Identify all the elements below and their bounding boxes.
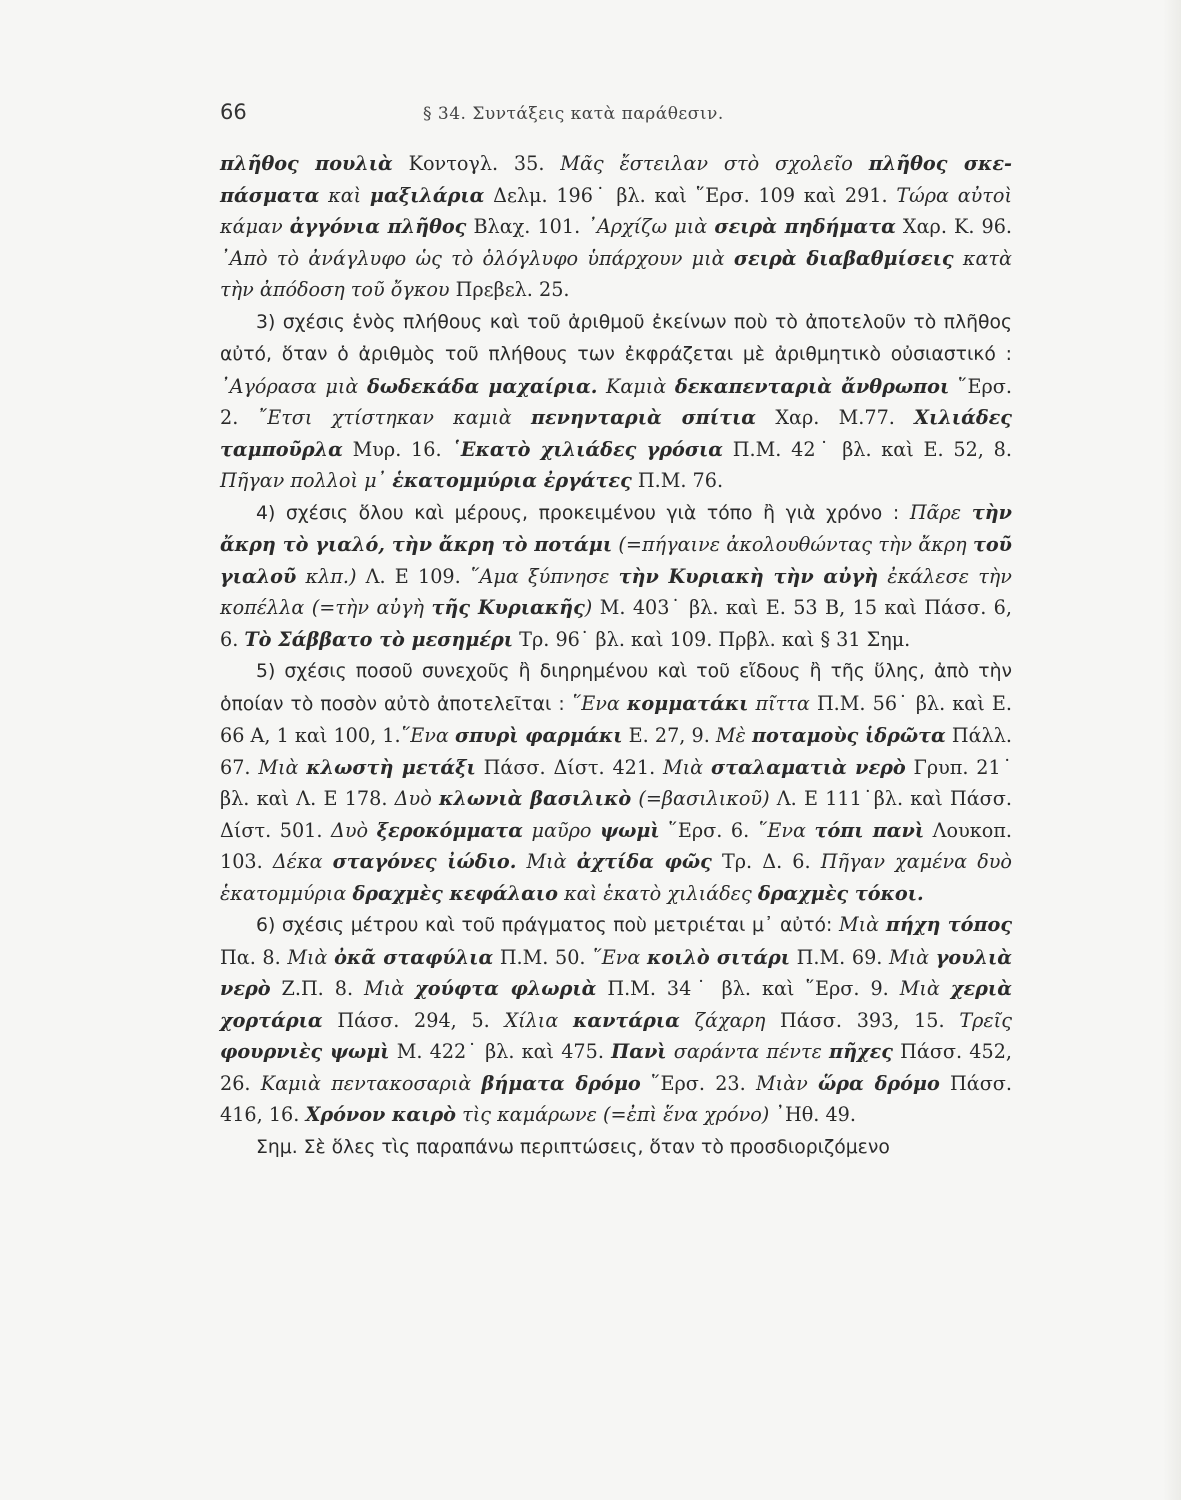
text-segment: (=πήγαινε ἀκολουθώντας τὴν ἄκρη [612,533,973,556]
text-segment: Μιὰ [516,850,577,873]
text-segment: Δέκα [272,850,333,873]
text-segment: Πάσσ. 452, 26. [220,1040,1013,1095]
text-segment: γουλιὰ νερὸ [220,945,1013,1000]
text-segment: πήχη τόπος [885,913,1013,936]
text-segment: Πάσσ. 416, 16. [220,1071,1012,1126]
text-segment: Λ. Ε 109. [356,564,470,588]
text-segment: μαῦρο [522,818,601,842]
text-segment: Πανὶ [611,1040,667,1063]
text-segment: σπυρὶ φαρμάκι [454,724,623,747]
page-header [220,100,1010,130]
note-paragraph [220,1131,1012,1164]
text-segment: Πᾶρε [909,500,972,524]
text-segment: 6) σχέσις μέτρου καὶ τοῦ πράγματος ποὺ μετριέται μ᾿ αὐτό: [256,915,839,936]
text-segment: Δυὸ [331,818,377,842]
text-segment: τῆς Κυριακῆς [431,596,585,619]
text-segment: ξεροκόμματα [376,818,523,842]
text-segment: Καμιὰ πεντακοσαριὰ [260,1071,482,1095]
text-segment: πλῆθος σκεπάσματα [220,152,1012,207]
text-segment: Κοντογλ. 35. [392,152,561,175]
text-segment: Μὲ [715,724,752,747]
text-segment: ἑκατομμύρια ἐργάτες [392,469,632,492]
text-segment: κλπ.) [296,564,357,588]
text-segment: Τώρα αὐτοὶ κάμαν [220,183,1012,238]
text-segment: Π.Μ. 76. [631,469,724,492]
text-segment: ῞Ενα [757,818,815,842]
paragraph-3 [220,306,1012,497]
text-segment: δραχμὲς τόκοι. [757,881,924,905]
text-segment: καὶ ἑκατὸ χιλιάδες [557,881,758,905]
paragraph-continuation [220,148,1012,306]
paragraph-6 [220,909,1012,1131]
text-segment: σταλαματιὰ νερὸ [710,755,906,779]
text-segment: Βλαχ. 101. [466,215,588,238]
text-segment: Λουκοπ. 103. [220,818,1013,873]
text-segment: πῆχες [829,1040,893,1063]
text-segment: κοιλὸ σιτάρι [647,945,791,969]
text-segment: Χιλιάδες ταμποῦρλα [220,406,1012,461]
text-segment: Πρεβελ. 25. [449,278,570,301]
text-segment: Τρ. 96˙ βλ. καὶ 109. Πρβλ. καὶ § 31 Σημ. [513,627,911,651]
text-segment: βήματα δρόμο [481,1071,641,1095]
text-segment: σταγόνες ἰώδιο. [332,850,517,873]
text-segment: ζάχαρη [679,1008,766,1032]
text-segment: 4) σχέσις ὅλου καὶ μέρους, προκειμένου γιὰ τόπο ἢ γιὰ χρόνο : [256,502,910,524]
text-segment: ῞Ενα [400,724,455,747]
text-segment: Δελμ. 196˙ βλ. καὶ ῞Ερσ. 109 καὶ 291. [484,183,897,207]
text-segment: μαξιλάρια [369,183,485,207]
text-segment: Π.Μ. 34˙ βλ. καὶ ῞Ερσ. 9. [596,977,900,1000]
text-segment: ῾Εκατὸ χιλιάδες γρόσια [451,437,724,461]
text-segment: Χίλια [504,1008,573,1032]
text-segment: δωδεκάδα μαχαίρια. [366,374,598,398]
text-segment: ᾿Ηθ. 49. [769,1103,856,1126]
text-segment: χεριὰ χορτάρια [220,977,1012,1032]
text-segment: τὴν Κυριακὴ τὴν αὐγὴ [618,564,879,588]
text-segment: Μ. 422˙ βλ. καὶ 475. [389,1040,612,1063]
text-segment: Μιὰ [364,977,416,1000]
text-segment: Χαρ. Μ.77. [756,406,915,429]
text-segment: Ζ.Π. 8. [270,977,365,1000]
text-segment: ἀχτίδα φῶς [576,850,712,873]
text-segment: ᾿Αρχίζω μιὰ [587,215,715,238]
text-segment: πῖττα [748,691,810,715]
note-text: Σὲ ὅλες τὶς παραπάνω περιπτώσεις, ὅταν τὸ προσδιοριζόμενο [297,1136,890,1158]
text-segment: ὥρα δρόμο [817,1071,940,1095]
text-segment: σαράντα πέντε [666,1040,830,1063]
text-segment: ψωμὶ [600,818,660,842]
text-segment: κατὰ τὴν ἀπόδοση τοῦ ὄγκου [220,246,1012,301]
text-segment: Π.Μ. 69. [790,945,889,969]
text-segment: ῞Αμα ξύπνησε [469,564,619,588]
text-segment: Μ. 403˙ βλ. καὶ Ε. 53 Β, 15 καὶ Πάσσ. 6, 6. [220,596,1012,651]
text-segment: Πάσσ. Δίστ. 421. [475,755,663,779]
text-segment: ῞Ενα [592,945,647,969]
text-segment: Μιὰ [899,977,951,1000]
text-segment: Χαρ. Κ. 96. [895,215,1013,238]
body-text [220,148,1012,1163]
text-segment: Μιὰ [258,755,307,779]
text-segment: Χρόνον καιρὸ [305,1103,456,1126]
text-segment: ῞Ενα [571,691,627,715]
text-segment: κλωστὴ μετάξι [306,755,476,779]
text-segment: Λ. Ε 111˙βλ. καὶ Πάσσ. Δίστ. 501. [220,787,1012,842]
text-segment: Τὸ Σάββατο τὸ μεσημέρι [244,627,514,651]
text-segment: κλωνιὰ βασιλικὸ [438,787,632,810]
text-segment: Μᾶς ἔστειλαν στὸ σχολεῖο [560,152,869,175]
text-segment: Πάσσ. 393, 15. [765,1008,960,1032]
text-segment: Π.Μ. 56˙ βλ. καὶ Ε. 66 Α, 1 καὶ 100, 1. [220,691,1013,747]
text-segment: σειρὰ διαβαθμίσεις [733,246,954,270]
text-segment: δεκαπενταριὰ ἄνθρωποι [674,374,950,398]
text-segment: Τρεῖς [959,1008,1012,1032]
text-segment: ᾿Αγόρασα μιὰ [220,374,367,398]
text-segment: Μιὰν [755,1071,818,1095]
text-segment: καὶ [319,183,370,207]
text-segment: τοῦ γιαλοῦ [220,533,1012,588]
text-segment: τὶς καμάρωνε (=ἐπὶ ἕνα χρόνο) [455,1103,770,1126]
text-segment: Μυρ. 16. [342,437,452,461]
running-head: § 34. Συντάξεις κατὰ παράθεσιν. [423,104,724,124]
text-segment: ῞Ερσ. 2. [220,374,1012,429]
text-segment: Π.Μ. 50. [493,945,593,969]
text-segment: Πῆγαν χαμένα δυὸ ἑκατομμύρια [220,850,1012,905]
text-segment: (=βασιλικοῦ) [631,787,770,810]
text-segment: ῞Ερσ. 6. [659,818,758,842]
text-segment: ὀκᾶ σταφύλια [334,945,494,969]
text-segment: 5) σχέσις ποσοῦ συνεχοῦς ἢ διηρημένου καὶ τοῦ εἴδους ἢ τῆς ὕλης, ἀπὸ τὴν ὁποίαν τὸ ποσὸν αὐτὸ ἀποτελεῖται : [220,661,1012,715]
text-segment: κομματάκι [627,691,749,715]
paragraph-5 [220,655,1012,909]
text-segment: πενηνταριὰ σπίτια [530,406,757,429]
note-label: Σημ. [256,1136,298,1158]
text-segment: σειρὰ πηδήματα [714,215,896,238]
text-segment: Γρυπ. 21˙ βλ. καὶ Λ. Ε 178. [220,755,1013,810]
text-segment: Ε. 27, 9. [622,724,716,747]
text-segment: Μιὰ [287,945,335,969]
text-segment: ἐκάλεσε τὴν κοπέλλα (=τὴν αὐγὴ [220,564,1012,619]
text-segment: χούφτα φλωριὰ [415,977,597,1000]
text-segment: φουρνιὲς ψωμὶ [220,1040,390,1063]
text-segment: Τρ. Δ. 6. [711,850,821,873]
text-segment: ῎Ετσι χτίστηκαν καμιὰ [257,406,531,429]
text-segment: Καμιὰ [597,374,675,398]
page-number: 66 [220,100,247,124]
text-segment: ποταμοὺς ἱδρῶτα [751,724,946,747]
text-segment: Μιὰ [889,945,936,969]
text-segment: ) [584,596,593,619]
text-segment: ῞Ερσ. 23. [640,1071,756,1095]
text-segment: ᾿Απὸ τὸ ἀνάγλυφο ὡς τὸ ὁλόγλυφο ὑπάρχουν μιὰ [220,246,734,270]
page-spine-shadow [1163,0,1181,1500]
text-segment: τόπι πανὶ [814,818,925,842]
text-segment: Πα. 8. [220,945,288,969]
text-segment: Δυὸ [394,787,439,810]
text-segment: Πῆγαν πολλοὶ μ᾿ [220,469,393,492]
text-segment: Μιὰ [838,913,886,936]
paragraph-4 [220,497,1012,656]
text-segment: Π.Μ. 42˙ βλ. καὶ Ε. 52, 8. [723,437,1012,461]
text-segment: καντάρια [572,1008,680,1032]
text-segment: Μιὰ [662,755,711,779]
text-segment: ἀγγόνια πλῆθος [289,215,467,238]
text-segment: δραχμὲς κεφάλαιο [352,881,558,905]
text-segment: Πάλλ. 67. [220,724,1013,779]
text-segment: πλῆθος πουλιὰ [220,152,393,175]
text-segment: Πάσσ. 294, 5. [322,1008,505,1032]
text-segment: 3) σχέσις ἑνὸς πλήθους καὶ τοῦ ἀριθμοῦ ἐκείνων ποὺ τὸ ἀποτελοῦν τὸ πλῆθος αὐτό, ὅταν ὁ ἀριθμὸς τοῦ πλήθους των ἐκφράζεται μὲ ἀριθμητικὸ οὐσιαστικό : [220,311,1012,365]
text-segment: τὴν ἄκρη τὸ γιαλό, τὴν ἄκρη τὸ ποτάμι [220,500,1012,556]
